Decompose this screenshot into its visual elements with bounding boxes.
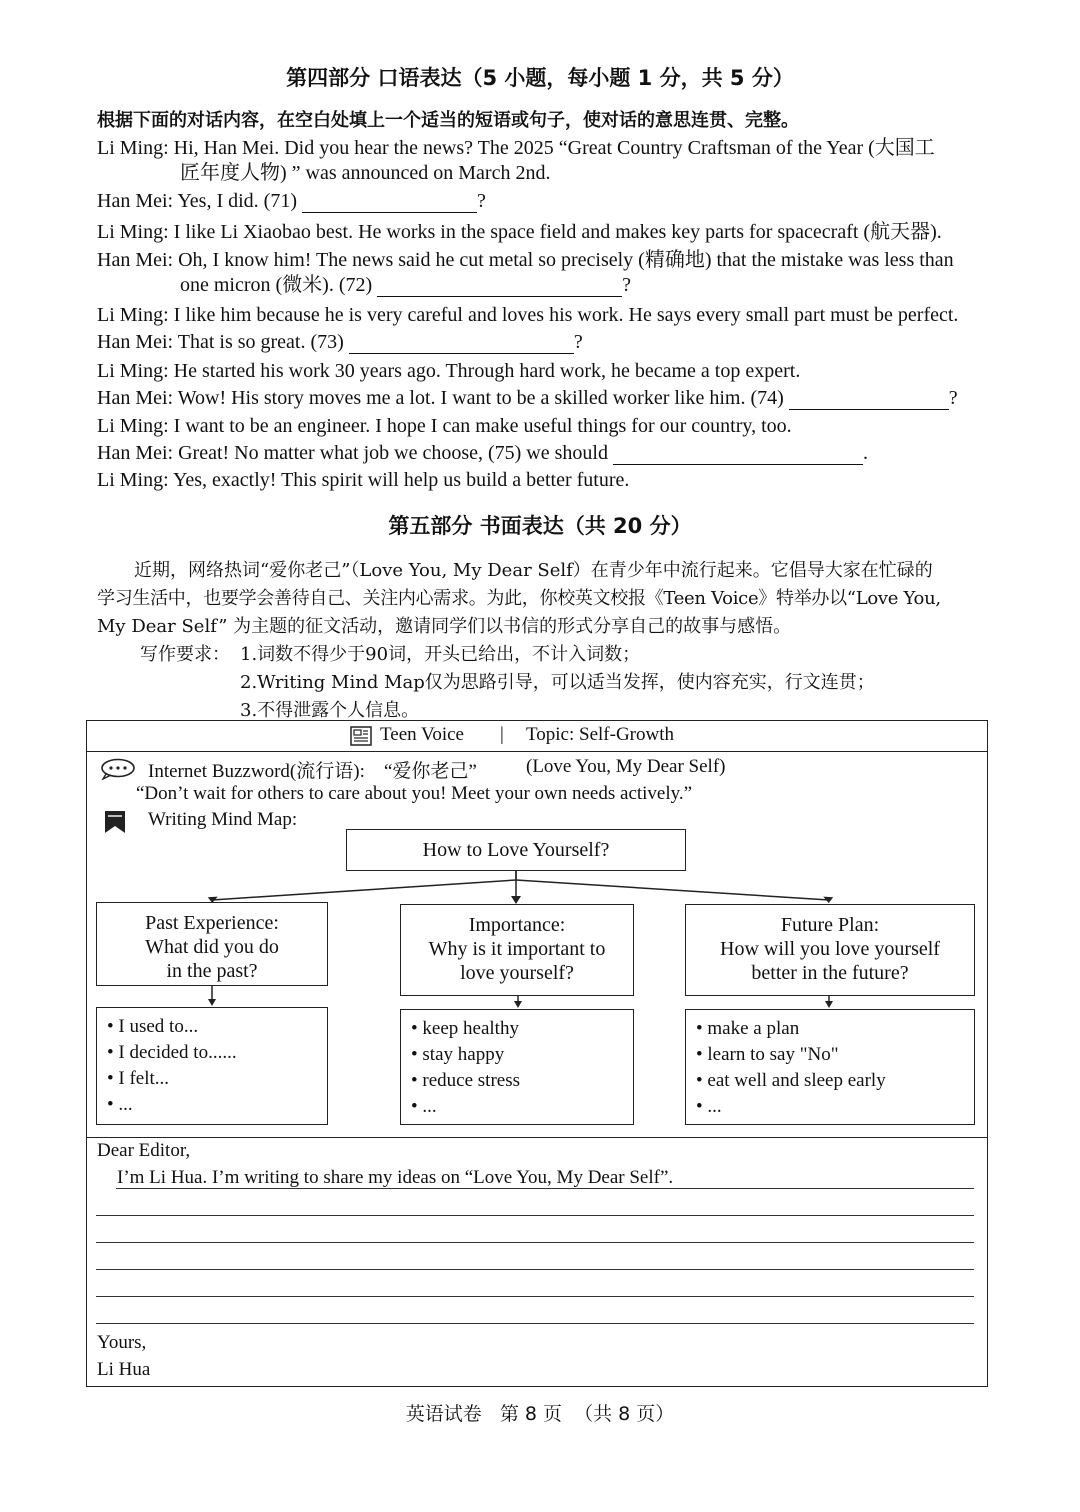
importance-list bbox=[400, 1009, 634, 1125]
requirements-label: 写作要求： bbox=[140, 644, 230, 665]
requirement-2: 2.Writing Mind Map仅为思路引导，可以适当发挥，使内容充实，行文连贯； bbox=[240, 672, 875, 693]
task-paragraph-line2: 学习生活中，也要学会善待自己、关注内心需求。为此，你校英文校报《Teen Voice》特举办以“Love You, bbox=[97, 588, 941, 609]
branch-heading: Importance: bbox=[468, 914, 566, 936]
line-end-punct: ? bbox=[477, 190, 486, 212]
writing-line[interactable] bbox=[96, 1296, 974, 1297]
list-item: • I used to... bbox=[107, 1016, 199, 1037]
list-item: • keep healthy bbox=[411, 1018, 519, 1039]
writing-line[interactable] bbox=[96, 1242, 974, 1243]
list-item: • reduce stress bbox=[411, 1070, 520, 1091]
line-text: Oh, I know him! The news said he cut metal so precisely (精确地) that the mistake was less than bbox=[178, 249, 954, 271]
page-footer: 英语试卷 第 8 页 （共 8 页） bbox=[405, 1403, 675, 1425]
list-item: • eat well and sleep early bbox=[696, 1070, 886, 1091]
letter-greeting: Dear Editor, bbox=[97, 1140, 191, 1161]
part5-title: 第五部分 书面表达（共 20 分） bbox=[388, 514, 692, 538]
speaker-name: Han Mei: bbox=[97, 331, 174, 353]
line-text: He started his work 30 years ago. Through hard work, he became a top expert. bbox=[173, 360, 801, 382]
speaker-name: Li Ming: bbox=[97, 137, 169, 159]
writing-line[interactable] bbox=[116, 1188, 974, 1189]
buzzword-chinese: “爱你老己” bbox=[384, 761, 477, 782]
branch-question: Why is it important to bbox=[428, 938, 606, 960]
list-item: • ... bbox=[107, 1094, 133, 1115]
branch-heading: Future Plan: bbox=[780, 914, 880, 936]
letter-signature: Li Hua bbox=[97, 1359, 151, 1380]
mindmap-label: Writing Mind Map: bbox=[148, 809, 298, 830]
list-item: • stay happy bbox=[411, 1044, 505, 1065]
branch-question: How will you love yourself bbox=[720, 938, 940, 960]
speaker-name: Li Ming: bbox=[97, 469, 169, 491]
topic-label: Topic: Self-Growth bbox=[526, 724, 675, 745]
requirement-3: 3.不得泄露个人信息。 bbox=[240, 700, 420, 721]
part4-instruction: 根据下面的对话内容，在空白处填上一个适当的短语或句子，使对话的意思连贯、完整。 bbox=[97, 110, 799, 131]
branch-future-plan bbox=[685, 904, 975, 996]
branch-question-cont: in the past? bbox=[166, 960, 258, 982]
line-text: I like him because he is very careful and loves his work. He says every small part must be perfect. bbox=[173, 304, 959, 326]
branch-heading: Past Experience: bbox=[145, 912, 279, 934]
line-text: I like Li Xiaobao best. He works in the space field and makes key parts for spacecraft (航天器). bbox=[173, 221, 942, 243]
branch-importance bbox=[400, 904, 634, 996]
writing-line[interactable] bbox=[96, 1323, 974, 1324]
speaker-name: Han Mei: bbox=[97, 190, 174, 212]
line-text: I want to be an engineer. I hope I can make useful things for our country, too. bbox=[173, 415, 792, 437]
list-item: • make a plan bbox=[696, 1018, 800, 1039]
line-text: Yes, exactly! This spirit will help us build a better future. bbox=[172, 469, 630, 491]
line-end-punct: . bbox=[862, 442, 868, 464]
part4-title: 第四部分 口语表达（5 小题，每小题 1 分，共 5 分） bbox=[286, 66, 794, 90]
line-text: one micron (微米). (72) bbox=[180, 274, 373, 296]
task-paragraph-line3: My Dear Self” 为主题的征文活动，邀请同学们以书信的形式分享自己的故事与感悟。 bbox=[97, 616, 792, 637]
speaker-name: Han Mei: bbox=[97, 249, 174, 271]
line-text: That is so great. (73) bbox=[177, 331, 344, 353]
header-separator: | bbox=[500, 724, 504, 745]
speaker-name: Li Ming: bbox=[97, 415, 169, 437]
speaker-name: Li Ming: bbox=[97, 221, 169, 243]
letter-opening: I’m Li Hua. I’m writing to share my ideas on “Love You, My Dear Self”. bbox=[117, 1167, 674, 1188]
line-text: Yes, I did. (71) bbox=[177, 190, 297, 212]
buzzword-english: (Love You, My Dear Self) bbox=[526, 756, 726, 777]
list-item: • I decided to...... bbox=[107, 1042, 237, 1063]
list-item: • I felt... bbox=[107, 1068, 170, 1089]
list-item: • ... bbox=[411, 1096, 437, 1117]
line-end-punct: ? bbox=[948, 387, 958, 409]
speaker-name: Han Mei: bbox=[97, 387, 174, 409]
line-text: 匠年度人物) ” was announced on March 2nd. bbox=[180, 162, 551, 184]
writing-line[interactable] bbox=[96, 1215, 974, 1216]
task-paragraph-line1: 近期，网络热词“爱你老己”（Love You, My Dear Self）在青少年中流行起来。它倡导大家在忙碌的 bbox=[134, 560, 933, 581]
branch-question-cont: better in the future? bbox=[751, 962, 909, 984]
line-end-punct: ? bbox=[622, 274, 632, 296]
buzzword-quote: “Don’t wait for others to care about you! Meet your own needs actively.” bbox=[136, 783, 693, 804]
list-item: • learn to say "No" bbox=[696, 1044, 839, 1065]
newspaper-name: Teen Voice bbox=[380, 724, 464, 745]
future-plan-list bbox=[685, 1009, 975, 1125]
list-item: • ... bbox=[696, 1096, 722, 1117]
line-end-punct: ? bbox=[573, 331, 583, 353]
writing-line[interactable] bbox=[96, 1269, 974, 1270]
line-text: Wow! His story moves me a lot. I want to be a skilled worker like him. (74) bbox=[177, 387, 784, 409]
line-text: Great! No matter what job we choose, (75) we should bbox=[178, 442, 608, 464]
branch-question-cont: love yourself? bbox=[460, 962, 574, 984]
past-experience-list bbox=[96, 1007, 328, 1125]
line-text: Hi, Han Mei. Did you hear the news? The 2025 “Great Country Craftsman of the Year (大国工 bbox=[173, 137, 935, 159]
speaker-name: Li Ming: bbox=[97, 304, 169, 326]
requirement-1: 1.词数不得少于90词，开头已给出，不计入词数； bbox=[240, 644, 641, 665]
speaker-name: Li Ming: bbox=[97, 360, 169, 382]
buzzword-label: Internet Buzzword(流行语): bbox=[148, 761, 365, 782]
branch-past-experience bbox=[96, 902, 328, 986]
speaker-name: Han Mei: bbox=[97, 442, 174, 464]
letter-closing: Yours, bbox=[97, 1332, 147, 1353]
mindmap-root: How to Love Yourself? bbox=[346, 829, 686, 871]
branch-question: What did you do bbox=[145, 936, 279, 958]
